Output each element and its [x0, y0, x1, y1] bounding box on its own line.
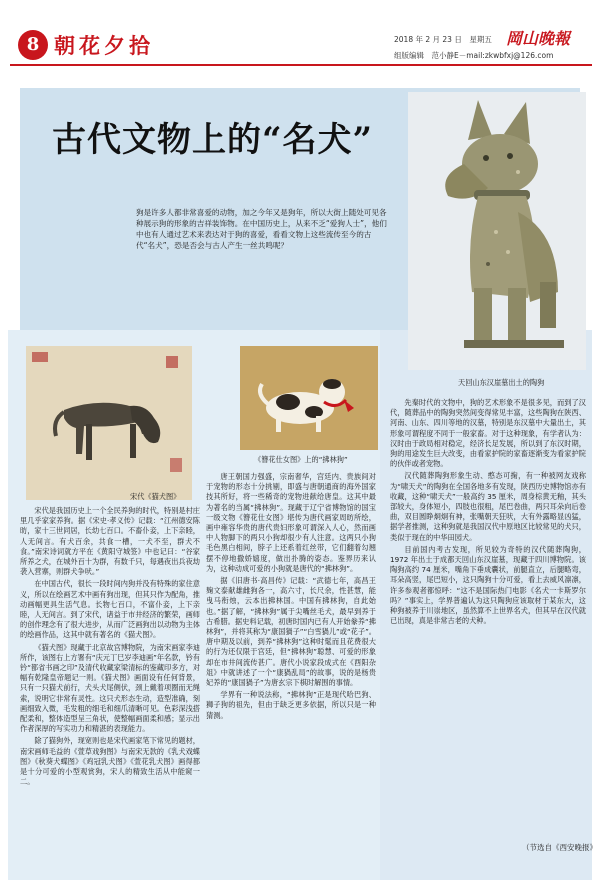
left-paragraph: 宋代是我国历史上一个全民养狗的时代，特别是村庄里几乎家家养狗。据《宋史·孝义传》记载：“江州德安陈昉，家十三世同居，长幼七百口。不畜仆妾，上下亲睦，人无间言。有犬百余，共食一槽，一犬不至，群犬不食。”南宋诗词就方平在《黄阳守城签》中也记曰：“谷家所养之犬，在城外百十为群，有数千只，每遇夜出兵夜劫袭入营寨，则群犬争吠。”	[20, 506, 200, 577]
pottery-dog-figure	[408, 92, 586, 370]
pottery-dog-caption: 天回山东汉崖墓出土的陶狗	[458, 378, 545, 387]
left-paragraph: 除了猫狗外，现宽则也是宋代画家笔下常见的题材，南宋画师毛益的《萱草戏狗图》与南宋无款的《乳犬戏蝶图》《秋葵犬蝶图》《鸡冠乳犬图》《萱花乳犬图》画得都是十分可爱的小型观赏狗，宋人的精致生活从中能窥一二。	[20, 736, 200, 787]
song-painting-photo	[26, 346, 192, 500]
newspaper-logo: 岡山晚報	[506, 29, 571, 48]
middle-column	[206, 472, 376, 723]
left-column	[20, 506, 200, 789]
right-paragraph: 先秦时代的文物中，狗的艺术形象不是很多见，而到了汉代，随葬品中的陶狗突然间变得常见丰富，这些陶狗在陕西、河南、山东、四川等地的汉墓，特别是东汉墓中大量出土，其形象可谓程度不同于一般家畜。对于这种现象，有学者认为：汉时由于政局相对稳定，经济长足发展，所以到了东汉时期，狗的用途发生巨大改变，由看家护院的家畜逐渐变为看家护院的伙伴或者宠物。	[390, 398, 586, 469]
right-column	[390, 398, 586, 628]
editor-email: E－mail:zkwbfxj@126.com	[454, 51, 554, 60]
left-paragraph: 《猫犬图》现藏于北京故宫博物院，为南宋画家李迪所作，该图右上方署有“庆元丁巳岁李迪画”年名款，钤有钤“都省书画之印”及清代收藏家梁清标的鉴藏印多方，对幅有乾隆皇帝题记一则。《猫犬图》画面设有任何背景，只有一只猫犬前行，犬头犬尾侧伏，颈上戴着项圈而无绳索，说明它非常有灵性。这只犬形态生动，造型准确，刻画细致入微，毛发粗的细毛和细爪清晰可见。色彩深浅搭配柔和，整体造型呈三角状，使整幅画面柔和感；显示出作者深厚的写实功力和精湛的表现能力。	[20, 642, 200, 734]
section-title: 朝花夕拾	[54, 33, 154, 58]
right-paragraph: 目前国内考古发现，所见较为奇特的汉代随葬陶狗，1972 年出土于成都天回山东汉崖墓，现藏于四川博物院。该陶狗高约 74 厘米，嘴角下垂成囊状，前腿直立，后腿略弯，耳朵高竖，尾巴短小，这只陶狗十分可爱，看上去威风凛凛，许多参观者都惊呼：“这不是国际热门电影《名犬一卡斯罗尔吗？”事实上，学界普遍认为这只陶狗应该取材于某东大，这种狗被养于川崇地区，虽然算不上世界名犬，但其早在汉代就已出现，真是非常古老的犬种。	[390, 544, 586, 626]
issue-date: 2018 年 2 月 23 日 星期五	[394, 35, 492, 44]
middle-paragraph: 学界有一种说法称，“拂林狗”正是现代哈巴狗、狮子狗的祖先，但由于缺乏更多依据，所以只是一种猜测。	[206, 690, 376, 720]
left-paragraph: 在中国古代，很长一段时间内狗并没有特殊的家住意义，所以在绘画艺术中画有狗出现，但其只作为配角，推动画幅更具生活气息。长物七百口，不富仆妾，上下亲睦，人无间言。到了宋代，诸益于市井经济的繁荣，画师的创作理念有了很大进步，从而广泛画狗出以动物为主体的绘画作品，这其中就有著名的《猫犬图》。	[20, 579, 200, 640]
right-paragraph: 汉代随葬陶狗形象生动、憨态可掬，有一种被网友戏称为“啸天犬”的陶狗在全国各地多有发现，陕西历史博物馆亦有收藏，这种“啸天犬”一般高约 35 厘米，周身棕黄无釉，其头部较大，身体短小，四肢也很粗，尾巴卷曲，两只耳朵向后卷曲，双目圆睁炯炯有神，张嘴朝天狂吠，大有外露略显凶猛，据学者推测，这种狗就是我国汉代中原地区比较常见的犬只，类似于现在的中华田园犬。	[390, 471, 586, 542]
song-painting-figure	[26, 346, 192, 500]
header-divider	[10, 64, 592, 66]
middle-paragraph: 据《旧唐书·高昌传》记载：“武德七年，高昌王麹文泰献雄雌狗各一，高六寸，长尺余，性甚慧，能曳马衔烛，云本出拂林国。中国有拂林狗，自此始也。”据了解，“拂林狗”属于尖嘴丝毛犬，最早到养于古希腊。据史料记载，初唐时国内已有人开始豢养“拂林狗”，并将其称为“康国猧子”“白雪猧儿”或“花子”。唐中期及以前，到养“拂林狗”这种时髦而且花费很大的行为还仅限于宫廷，但“拂林狗”聪慧、可爱的形象却在市井间流传甚广。唐代小说家段成式在《酉阳杂俎》中就讲述了一个“康猧乱局”的故事，说的是杨贵妃养的“康国猧子”为唐玄宗下棋时解围的事情。	[206, 576, 376, 688]
song-painting-caption: 宋代《猫犬图》	[130, 492, 181, 501]
page-number-badge: 8	[18, 30, 48, 60]
article-lead: 狗是许多人都非常喜爱的动物，加之今年又是狗年，所以大街上随处可见各种展示狗的形象的吉祥装饰物。在中国历史上，从来不乏“爱狗人士”，他们中也有人通过艺术来表达对于狗的喜爱，看看文物上这些流传至今的古代“名犬”，恐是否会与古人产生一丝共鸣呢？	[136, 208, 387, 250]
article-title: 古代文物上的“名犬”	[52, 120, 374, 160]
middle-paragraph: 唐王朝国力强盛，宗南奢华，宫廷内、贵族间对于宠物的形态十分挑剔，即盛与唐朝通商的海外国家技其所好，将一些稀奇的宠物进献给唐皇。这其中最为著名的当属“拂林狗”。现藏于辽宁省博物馆的国宝一级文物《簪花仕女图》堪传为唐代画家周昉所绘，画中雍容华贵的唐代贵妇形象可谓深入人心，然而画中人物脚下的两只小狗却很少有人注意。这两只小狗毛色黑白相间，脖子上还系着红丝带，它们翻着勾翘摆不停地撒娇嬉度，做出扑腾的姿态。鉴界历来认为，这种动成可爱的小狗就是唐代的“拂林狗”。	[206, 472, 376, 573]
pottery-dog-photo	[408, 92, 586, 370]
source-note: （节选自《西安晚报》	[522, 843, 597, 852]
tang-painting-photo	[240, 346, 378, 450]
tang-painting-figure	[240, 346, 378, 450]
tang-painting-caption: 《簪花仕女图》上的“拂林狗”	[254, 455, 348, 464]
layout-editor: 组版编辑 范小静	[394, 51, 454, 60]
